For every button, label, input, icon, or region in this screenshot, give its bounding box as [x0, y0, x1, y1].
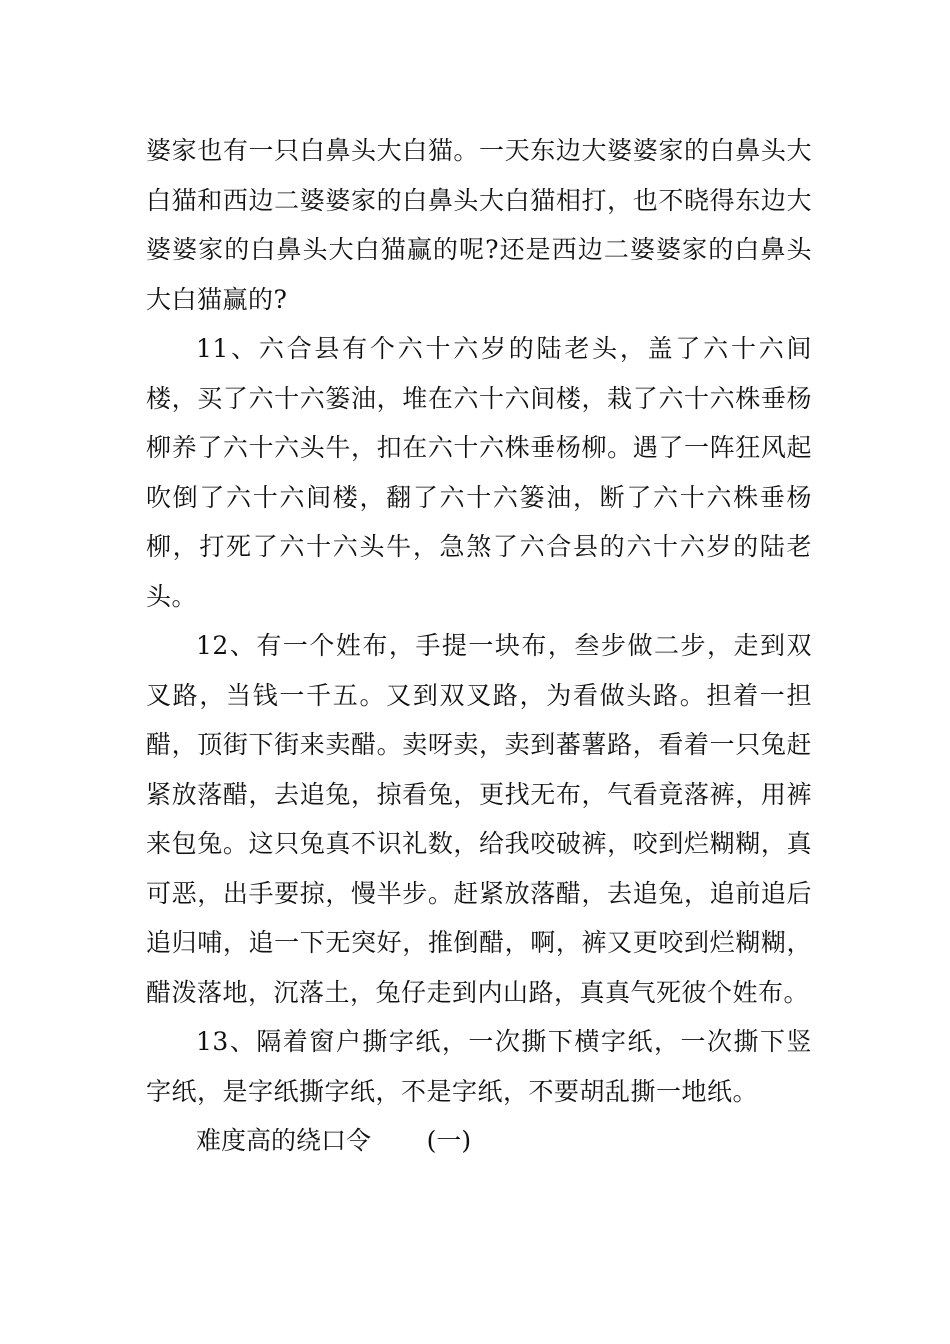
section-heading-part: (一) [426, 1126, 472, 1155]
document-body [146, 126, 812, 1166]
paragraph-item-11: 11、六合县有个六十六岁的陆老头，盖了六十六间楼，买了六十六篓油，堆在六十六间楼，栽了六十六株垂杨柳养了六十六头牛，扣在六十六株垂杨柳。遇了一阵狂风起吹倒了六十六间楼，翻了六十六篓油，断了六十六株垂杨柳，打死了六十六头牛，急煞了六合县的六十六岁的陆老头。 [146, 334, 812, 611]
paragraph-item-12: 12、有一个姓布，手提一块布，叁步做二步，走到双叉路，当钱一千五。又到双叉路，为看做头路。担着一担醋，顶街下街来卖醋。卖呀卖，卖到蕃薯路，看着一只兔赶紧放落醋，去追兔，掠看兔，更找无布，气看竟落裤，用裤来包兔。这只兔真不识礼数，给我咬破裤，咬到烂糊糊，真可恶，出手要掠，慢半步。赶紧放落醋，去追兔，追前追后追归哺，追一下无突好，推倒醋，啊，裤又更咬到烂糊糊，醋泼落地，沉落土，兔仔走到内山路，真真气死彼个姓布。 [146, 631, 812, 1007]
section-heading [146, 1116, 812, 1166]
paragraph-cat-tongue-twister-continued: 婆家也有一只白鼻头大白猫。一天东边大婆婆家的白鼻头大白猫和西边二婆婆家的白鼻头大白猫相打，也不晓得东边大婆婆家的白鼻头大白猫赢的呢?还是西边二婆婆家的白鼻头大白猫赢的? [146, 136, 812, 314]
paragraph-item-13: 13、隔着窗户撕字纸，一次撕下横字纸，一次撕下竖字纸，是字纸撕字纸，不是字纸，不要胡乱撕一地纸。 [146, 1027, 812, 1106]
section-heading-title: 难度高的绕口令 [196, 1126, 372, 1155]
